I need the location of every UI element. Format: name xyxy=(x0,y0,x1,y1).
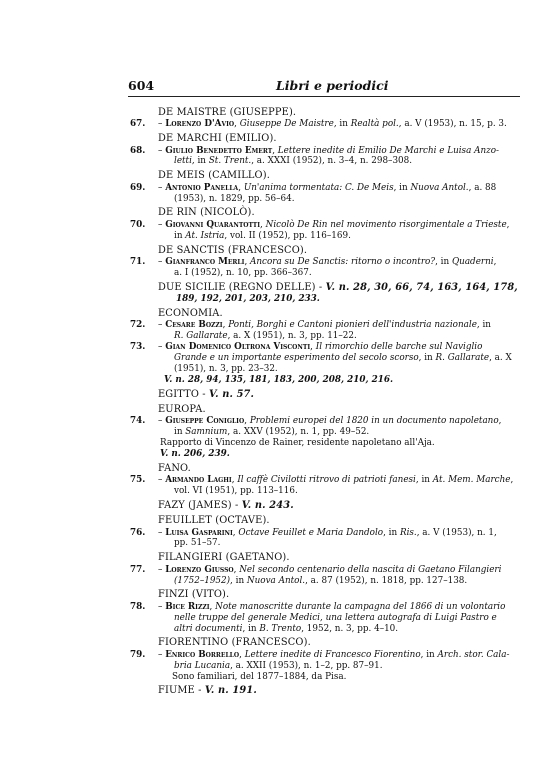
text-line xyxy=(158,661,518,672)
text-run: Problemi europei del 1820 in un documento napoletano xyxy=(249,416,499,427)
text-run: Samnium xyxy=(185,427,228,438)
bibliography-entry xyxy=(130,146,518,168)
text-run: , vol. II (1952), pp. 116–169. xyxy=(224,230,351,241)
text-run: in xyxy=(174,230,186,241)
entry-note xyxy=(130,375,518,386)
author-name: Gianfranco Merli xyxy=(165,256,245,267)
cross-reference: V. n. 243. xyxy=(241,499,294,511)
text-run: , in xyxy=(415,475,433,486)
author-name: Cesare Bozzi xyxy=(165,320,223,331)
text-run: (1953), n. 1829, pp. 56–64. xyxy=(174,193,295,204)
text-run: , xyxy=(244,416,250,427)
text-run: V. n. 206, 239. xyxy=(160,448,230,459)
text-line xyxy=(158,257,518,268)
text-run: , xyxy=(239,649,245,660)
text-run: (1951), n. 3, pp. 23–32. xyxy=(174,363,278,374)
text-run: – xyxy=(158,601,166,612)
text-run: , a. XXXI (1952), n. 3–4, n. 298–308. xyxy=(251,156,413,167)
bibliography-entry xyxy=(130,220,518,242)
text-run: , 1952, n. 3, pp. 4–10. xyxy=(301,623,399,634)
text-run: pp. 51–57. xyxy=(174,538,221,549)
bibliography-entry xyxy=(130,342,518,375)
entry-number: 78. xyxy=(130,601,146,612)
text-run: Nel secondo centenario della nascita di Gaetano Filangieri xyxy=(239,564,502,575)
text-run: nelle truppe del generale Medici, una lettera autografa di Luigi Pastro e xyxy=(174,612,497,623)
bibliography-entry xyxy=(130,257,518,279)
text-run: B. Trento xyxy=(259,623,302,634)
heading-text: FILANGIERI (GAETANO). xyxy=(158,552,290,564)
cross-reference: V. n. 57. xyxy=(209,388,255,400)
text-run: At. Istria xyxy=(185,230,225,241)
author-name: Giuseppe Coniglio xyxy=(165,416,245,427)
text-run: Ris. xyxy=(399,527,417,538)
entry-number: 79. xyxy=(130,649,146,660)
text-run: – xyxy=(158,119,166,130)
text-run: , xyxy=(244,256,251,267)
heading-text: FIORENTINO (FRANCESCO). xyxy=(158,637,311,649)
heading-text: FINZI (VITO). xyxy=(158,589,230,601)
section-heading xyxy=(130,500,518,512)
text-run: , xyxy=(260,219,266,230)
text-run: , xyxy=(238,182,244,193)
text-run: , xyxy=(209,601,216,612)
section-heading xyxy=(130,463,518,475)
entry-note xyxy=(130,294,518,305)
text-run: Giuseppe De Maistre xyxy=(239,119,334,130)
text-run: , xyxy=(231,475,238,486)
entry-note xyxy=(130,438,518,449)
text-line xyxy=(158,119,518,130)
text-run: bria Lucania xyxy=(174,660,231,671)
text-run: letti xyxy=(174,156,192,167)
text-run: St. Trent. xyxy=(208,156,252,167)
text-run: , xyxy=(234,119,240,130)
text-run: , in xyxy=(333,119,351,130)
section-heading xyxy=(130,282,518,294)
text-run: Ponti, Borghi e Cantoni pionieri dell'industria nazionale xyxy=(228,320,477,331)
section-heading xyxy=(130,207,518,219)
text-run: , a. X (1951), n. 3, pp. 11–22. xyxy=(227,331,357,342)
heading-text: DE MARCHI (EMILIO). xyxy=(158,133,277,145)
bibliography-entry xyxy=(130,528,518,550)
text-line xyxy=(158,538,518,549)
entry-number: 73. xyxy=(130,341,146,352)
page-header xyxy=(128,78,520,97)
text-run: , a. V (1953), n. 1, xyxy=(416,527,497,538)
author-name: Gian Domenico Oltrona Visconti xyxy=(165,341,311,352)
heading-text: ECONOMIA. xyxy=(158,307,223,319)
text-run: , xyxy=(232,527,239,538)
text-line xyxy=(158,320,518,331)
text-run: – xyxy=(158,416,166,427)
bibliography-entry xyxy=(130,475,518,497)
entry-number: 69. xyxy=(130,182,146,193)
text-run: , xyxy=(493,256,497,267)
text-run: At. Mem. Marche xyxy=(432,475,511,486)
text-line xyxy=(158,353,518,364)
section-heading xyxy=(130,404,518,416)
heading-text: DE SANCTIS (FRANCESCO). xyxy=(158,244,308,256)
bibliography-entry xyxy=(130,119,518,130)
section-heading xyxy=(130,245,518,257)
cross-reference: V. n. 191. xyxy=(204,685,257,697)
text-line xyxy=(158,565,518,576)
entry-number: 67. xyxy=(130,119,146,130)
text-line xyxy=(158,231,518,242)
text-run: , in xyxy=(242,623,260,634)
bibliography-entry xyxy=(130,565,518,587)
text-run: , xyxy=(310,341,316,352)
text-run: a. I (1952), n. 10, pp. 366–367. xyxy=(174,267,312,278)
author-name: Enrico Borrello xyxy=(165,649,240,660)
entry-number: 76. xyxy=(130,527,146,538)
page-number: 604 xyxy=(128,78,155,93)
text-run: Octave Feuillet e Maria Dandolo xyxy=(238,527,384,538)
text-line xyxy=(158,528,518,539)
text-run: , xyxy=(510,475,514,486)
text-run: , a. 88 xyxy=(468,182,497,193)
author-name: Bice Rizzi xyxy=(165,601,210,612)
section-heading xyxy=(130,133,518,145)
section-heading xyxy=(130,552,518,564)
text-run: vol. VI (1951), pp. 113–116. xyxy=(174,486,298,496)
heading-text: EUROPA. xyxy=(158,403,206,415)
author-name: Lorenzo D'Avio xyxy=(165,119,235,130)
heading-text: EGITTO - xyxy=(158,388,210,400)
section-heading xyxy=(130,685,518,697)
section-heading xyxy=(130,389,518,401)
text-run: , in xyxy=(230,575,247,586)
text-run: , a. XXII (1953), n. 1–2, pp. 87–91. xyxy=(230,660,383,671)
text-line xyxy=(158,220,518,231)
author-name: Giovanni Quarantotti xyxy=(165,219,261,230)
text-run: , a. X xyxy=(489,352,512,363)
text-run: – xyxy=(158,564,166,575)
text-line xyxy=(158,602,518,613)
author-name: Lorenzo Giusso xyxy=(165,564,234,575)
text-run: , in xyxy=(383,527,400,538)
text-run: , xyxy=(506,219,510,230)
text-line xyxy=(158,156,518,167)
entry-number: 74. xyxy=(130,416,146,427)
text-run: , in xyxy=(418,352,436,363)
heading-text: FANO. xyxy=(158,462,191,474)
text-line xyxy=(158,650,518,661)
text-run: Lettere inedite di Francesco Fiorentino xyxy=(244,649,421,660)
text-line xyxy=(158,475,518,486)
text-run: Nuova Antol. xyxy=(246,575,306,586)
text-run: Nicolò De Rin nel movimento risorgimentale a Trieste xyxy=(265,219,507,230)
heading-text: DE RIN (NICOLÒ). xyxy=(158,207,255,219)
text-run: Grande e un importante esperimento del secolo scorso xyxy=(174,352,419,363)
text-run: Nuova Antol. xyxy=(410,182,469,193)
heading-text: FEUILLET (OCTAVE). xyxy=(158,515,270,527)
text-run: , in xyxy=(476,320,491,331)
text-run: Lettere inedite di Emilio De Marchi e Luisa Anzo- xyxy=(277,145,500,156)
text-line xyxy=(158,183,518,194)
text-run: Arch. stor. Cala- xyxy=(437,649,510,660)
bibliography-entry xyxy=(130,183,518,205)
heading-text: DE MEIS (CAMILLO). xyxy=(158,170,270,182)
text-run: – xyxy=(158,145,166,156)
bibliography-entry xyxy=(130,416,518,438)
text-run: R. Gallarate xyxy=(435,352,490,363)
heading-text: FAZY (JAMES) - xyxy=(158,499,242,511)
text-run: , xyxy=(222,320,229,331)
bibliography-entry xyxy=(130,650,518,672)
text-line xyxy=(158,146,518,157)
text-run: Un'anima tormentata: C. De Meis xyxy=(243,182,394,193)
text-line xyxy=(158,624,518,635)
cross-reference: V. n. 28, 30, 66, 74, 163, 164, 178, xyxy=(325,281,518,293)
section-heading xyxy=(130,637,518,649)
text-run: , in xyxy=(420,649,438,660)
text-run: , a. XXV (1952), n. 1, pp. 49–52. xyxy=(227,427,370,438)
bibliography-entry xyxy=(130,602,518,635)
text-run: (1752–1952) xyxy=(174,575,231,586)
text-run: – xyxy=(158,475,166,486)
author-name: Giulio Benedetto Emert xyxy=(165,145,273,156)
text-run: – xyxy=(158,182,166,193)
section-heading xyxy=(130,515,518,527)
text-run: Il rimorchio delle barche sul Naviglio xyxy=(315,341,483,352)
text-run: , in xyxy=(191,156,209,167)
text-run: – xyxy=(158,219,166,230)
text-run: Quaderni xyxy=(451,256,494,267)
text-run: , xyxy=(272,145,278,156)
text-run: Sono familiari, del 1877–1884, da Pisa. xyxy=(172,671,347,682)
text-run: , a. 87 (1952), n. 1818, pp. 127–138. xyxy=(305,575,468,586)
author-name: Armando Laghi xyxy=(165,475,232,486)
text-line xyxy=(158,268,518,279)
text-line xyxy=(158,486,518,497)
text-run: Realtà pol. xyxy=(350,119,399,130)
text-line xyxy=(158,427,518,438)
text-run: altri documenti xyxy=(174,623,243,634)
text-run: Il caffè Civilotti ritrovo di patrioti fanesi xyxy=(237,475,416,486)
heading-text: DE MAISTRE (GIUSEPPE). xyxy=(158,107,297,118)
text-line xyxy=(158,364,518,375)
text-run: V. n. 28, 94, 135, 181, 183, 200, 208, 210, 216. xyxy=(164,374,394,385)
text-run: – xyxy=(158,256,166,267)
text-run: , a. V (1953), n. 15, p. 3. xyxy=(398,119,507,130)
entry-number: 68. xyxy=(130,145,146,156)
text-line xyxy=(158,331,518,342)
section-heading xyxy=(130,308,518,320)
text-line xyxy=(158,194,518,205)
text-line xyxy=(158,416,518,427)
heading-text: FIUME - xyxy=(158,685,205,697)
text-run: Rapporto di Vincenzo de Rainer, residente napoletano all'Aja. xyxy=(160,437,435,448)
text-run: R. Gallarate xyxy=(174,331,228,342)
text-run: – xyxy=(158,649,166,660)
text-run: , xyxy=(233,564,240,575)
text-run: , xyxy=(498,416,502,427)
text-run: Ancora su De Sanctis: ritorno o incontro? xyxy=(250,256,436,267)
text-line xyxy=(158,342,518,353)
text-line xyxy=(158,576,518,587)
section-heading xyxy=(130,170,518,182)
running-title: Libri e periodici xyxy=(276,78,389,93)
text-run: 189, 192, 201, 203, 210, 233. xyxy=(176,293,320,304)
section-heading xyxy=(130,589,518,601)
text-line xyxy=(158,613,518,624)
entry-number: 71. xyxy=(130,256,146,267)
text-run: in xyxy=(174,427,186,438)
entry-note xyxy=(130,672,518,683)
entry-number: 70. xyxy=(130,219,146,230)
text-run: , in xyxy=(393,182,411,193)
entry-number: 75. xyxy=(130,475,146,486)
entry-number: 72. xyxy=(130,320,146,331)
bibliography-list xyxy=(130,107,518,698)
text-run: , in xyxy=(435,256,452,267)
text-run: – xyxy=(158,341,166,352)
text-run: – xyxy=(158,527,166,538)
section-heading xyxy=(130,107,518,119)
heading-text: DUE SICILIE (REGNO DELLE) - xyxy=(158,281,326,293)
text-run: Note manoscritte durante la campagna del 1866 di un volontario xyxy=(215,601,506,612)
bibliography-entry xyxy=(130,320,518,342)
entry-number: 77. xyxy=(130,564,146,575)
entry-note xyxy=(130,449,518,460)
author-name: Luisa Gasparini xyxy=(165,527,233,538)
author-name: Antonio Panella xyxy=(165,182,239,193)
text-run: – xyxy=(158,320,166,331)
